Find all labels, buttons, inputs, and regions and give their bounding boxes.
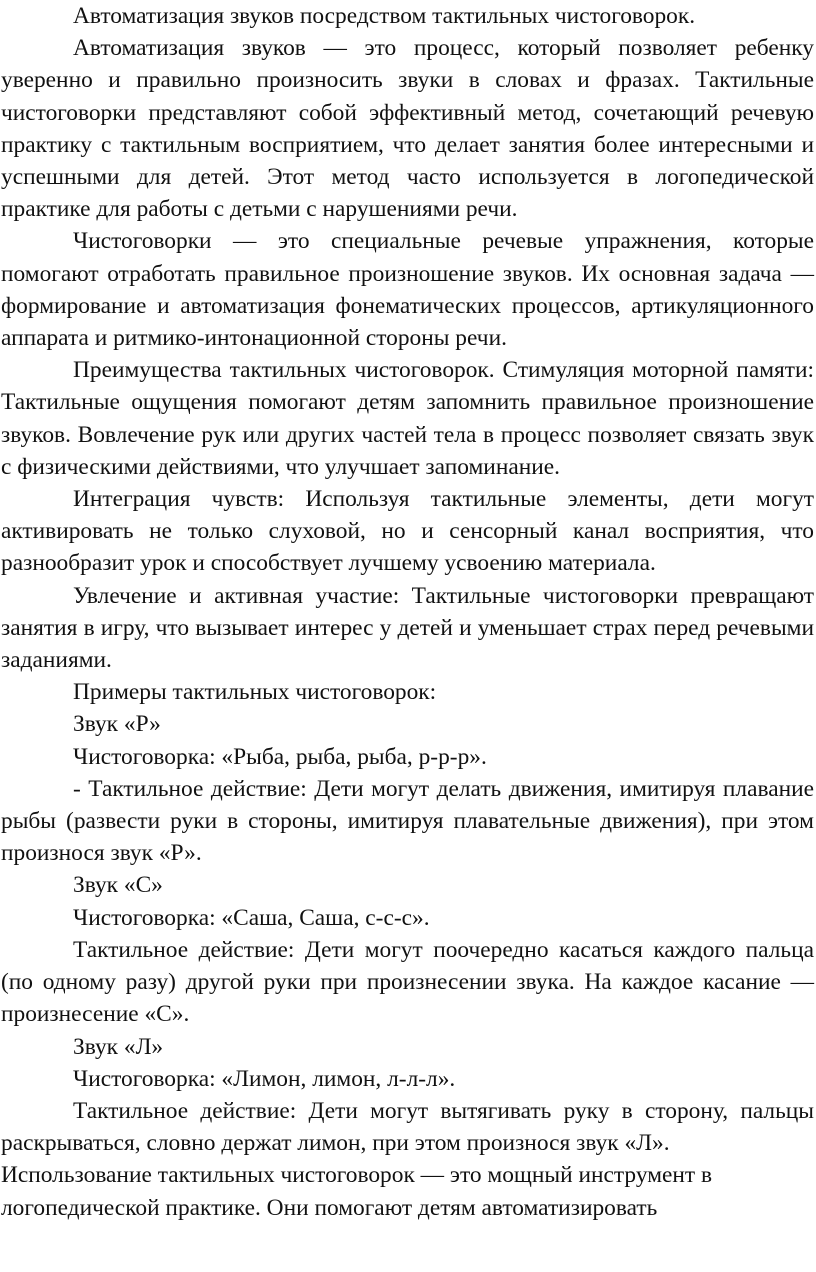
paragraph-definition: Чистоговорки — это специальные речевые упражнения, которые помогают отработать правильное произношение звуков. Их основная задача — формирование и автоматизация фонематических процессов, артикуляционного аппарата и ритмико-интонационной стороны речи. (1, 228, 814, 352)
paragraph-engagement: Увлечение и активная участие: Тактильные чистоговорки превращают занятия в игру, что вызывает интерес у детей и уменьшает страх перед речевыми заданиями. (1, 582, 814, 674)
paragraph-integration: Интеграция чувств: Используя тактильные элементы, дети могут активировать не только слуховой, но и сенсорный канал восприятия, что разнообразит урок и способствует лучшему усвоению материала. (1, 486, 814, 577)
paragraph-intro: Автоматизация звуков — это процесс, который позволяет ребенку уверенно и правильно произносить звуки в словах и фразах. Тактильные чистоговорки представляют собой эффективный метод, сочетающий речевую практику с тактильным восприятием, что делает занятия более интересными и успешными для детей. Этот метод часто используется в логопедической практике для работы с детьми с нарушениями речи. (1, 35, 814, 223)
sound-r-heading: Звук «Р» (73, 711, 161, 738)
sound-s-tongue-twister: Чистоговорка: «Саша, Саша, с-с-с». (73, 904, 430, 931)
document-title: Автоматизация звуков посредством тактильных чистоговорок. (73, 3, 696, 29)
sound-l-action: Тактильное действие: Дети могут вытягивать руку в сторону, пальцы раскрываться, словно держат лимон, при этом произнося звук «Л». (1, 1097, 814, 1157)
sound-l-heading: Звук «Л» (73, 1033, 164, 1060)
sound-r-tongue-twister: Чистоговорка: «Рыба, рыба, рыба, р-р-р». (73, 743, 487, 770)
paragraph-advantages: Преимущества тактильных чистоговорок. Стимуляция моторной памяти: Тактильные ощущения помогают детям запомнить правильное произношение звуков. Вовлечение рук или других частей тела в процесс позволяет связать звук с физическими действиями, что улучшает запоминание. (1, 357, 814, 480)
sound-s-heading: Звук «С» (73, 872, 163, 899)
paragraph-conclusion: Использование тактильных чистоговорок — это мощный инструмент в логопедической практике. Они помогают детям автоматизировать (1, 1162, 713, 1221)
sound-l-tongue-twister: Чистоговорка: «Лимон, лимон, л-л-л». (73, 1065, 456, 1092)
sound-s-action: Тактильное действие: Дети могут поочередно касаться каждого пальца (по одному разу) другой руки при произнесении звука. На каждое касание — произнесение «С». (1, 936, 814, 1028)
sound-r-action: - Тактильное действие: Дети могут делать движения, имитируя плавание рыбы (развести руки в стороны, имитируя плавательные движения), при этом произнося звук «Р». (1, 775, 814, 867)
examples-heading: Примеры тактильных чистоговорок: (73, 679, 437, 706)
